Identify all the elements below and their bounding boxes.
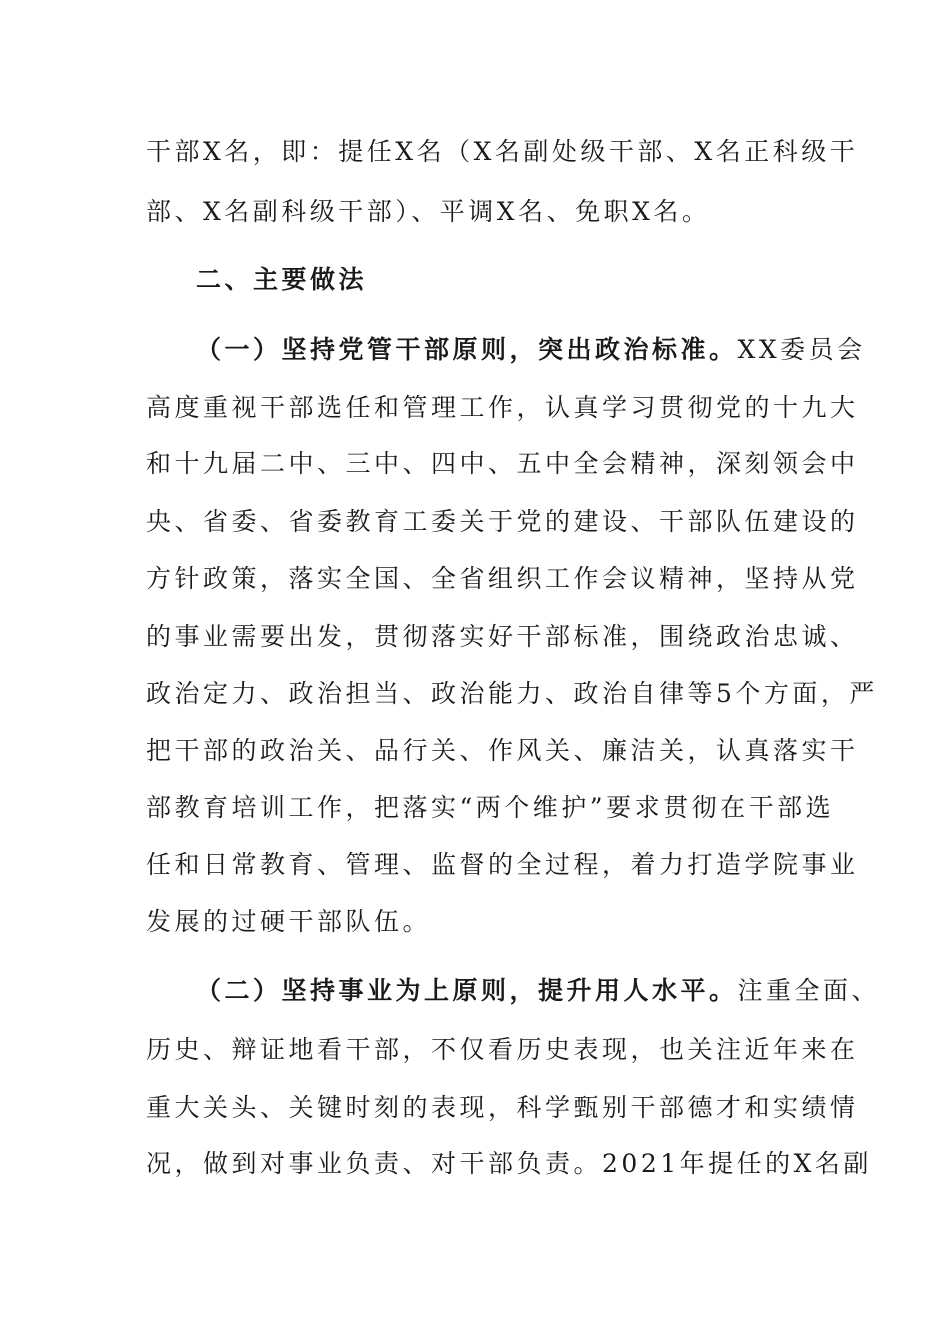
paragraph-line: 部教育培训工作，把落实“两个维护”要求贯彻在干部选: [146, 793, 835, 822]
paragraph-line: 干部X名，即：提任X名（X名副处级干部、X名正科级干: [146, 137, 859, 166]
paragraph-line: 高度重视干部选任和管理工作，认真学习贯彻党的十九大: [146, 393, 859, 422]
paragraph-lead-rest: 注重全面、: [737, 976, 881, 1005]
paragraph-line: 部、X名副科级干部）、平调X名、免职X名。: [146, 197, 711, 226]
paragraph-line: 把干部的政治关、品行关、作风关、廉洁关，认真落实干: [146, 736, 859, 765]
paragraph-lead-line: [196, 973, 881, 1009]
paragraph-line: 和十九届二中、三中、四中、五中全会精神，深刻领会中: [146, 449, 859, 478]
paragraph-line: 任和日常教育、管理、监督的全过程，着力打造学院事业: [146, 850, 859, 879]
paragraph-lead-bold: （一）坚持党管干部原则，突出政治标准。: [196, 335, 738, 364]
paragraph-lead-bold: （二）坚持事业为上原则，提升用人水平。: [196, 976, 738, 1005]
paragraph-line: 方针政策，落实全国、全省组织工作会议精神，坚持从党: [146, 564, 859, 593]
paragraph-lead-rest: XX委员会: [737, 335, 866, 364]
paragraph-line: 政治定力、政治担当、政治能力、政治自律等5个方面，严: [146, 679, 878, 708]
section-heading: 二、主要做法: [196, 265, 368, 294]
paragraph-line: 况，做到对事业负责、对干部负责。2021年提任的X名副: [146, 1149, 872, 1178]
paragraph-line: 重大关头、关键时刻的表现，科学甄别干部德才和实绩情: [146, 1093, 859, 1122]
paragraph-lead-line: [196, 332, 876, 368]
paragraph-line: 发展的过硬干部队伍。: [146, 907, 432, 936]
paragraph-line: 的事业需要出发，贯彻落实好干部标准，围绕政治忠诚、: [146, 622, 859, 651]
paragraph-line: 央、省委、省委教育工委关于党的建设、干部队伍建设的: [146, 507, 859, 536]
paragraph-line: 历史、辩证地看干部，不仅看历史表现，也关注近年来在: [146, 1035, 859, 1064]
